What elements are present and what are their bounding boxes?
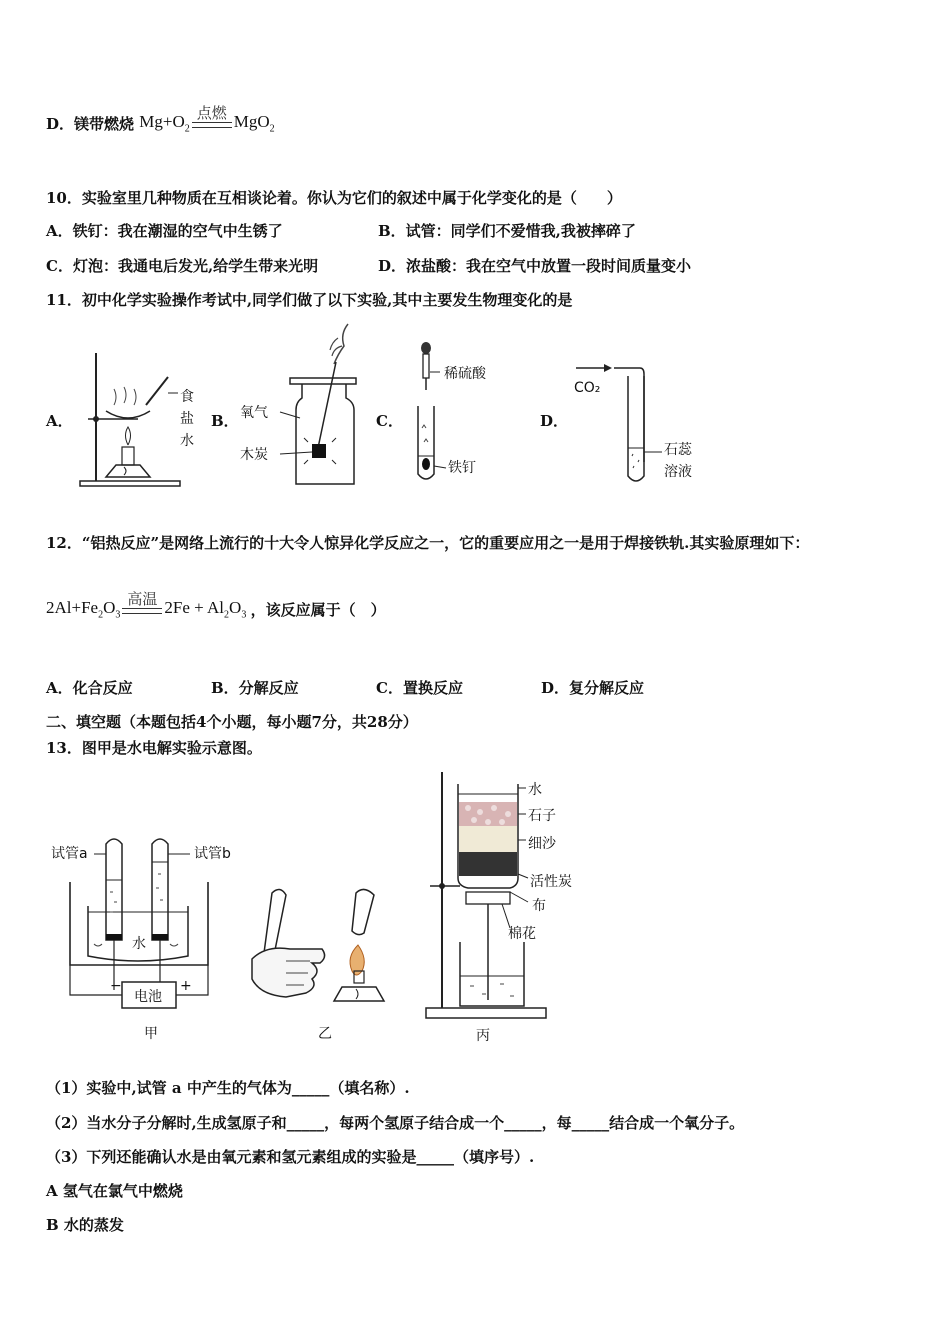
q11-figure-b-charcoal-in-oxygen [238, 318, 368, 490]
q13-jia-label-battery: 电池 [134, 989, 162, 1005]
q11-fig-d-label-litmus: 石蕊 [664, 442, 692, 458]
q11-stem: 11．初中化学实验操作考试中,同学们做了以下实验,其中主要发生物理变化的是 [46, 291, 573, 309]
q9-option-d [46, 106, 275, 134]
q11-fig-b-label-charcoal: 木炭 [240, 447, 268, 463]
q13-bing-label-water: 水 [528, 782, 542, 798]
q13-jia-label-plus: + [180, 978, 192, 994]
q13-figure-yi-gas-test [246, 875, 406, 1045]
q13-jia-label-minus: − [110, 978, 122, 994]
q13-jia-label-tube-a: 试管a [51, 846, 88, 862]
q13-bing-label-sand: 细沙 [528, 836, 556, 852]
q13-bing-label-charcoal: 活性炭 [530, 874, 572, 890]
q12-equation: $2Al+Fe_2O_3$ 高温 $2Fe + Al_2O_3$ [46, 592, 247, 620]
q12-stem: 12．“铝热反应”是网络上流行的十大令人惊异化学反应之一，它的重要应用之一是用于焊接铁轨.其实验原理如下： [46, 534, 810, 552]
q11-fig-a-label-2: 盐 [180, 411, 194, 427]
q12-option-d: D．复分解反应 [541, 679, 645, 697]
q13-subquestion-3: （3）下列还能确认水是由氧元素和氢元素组成的实验是_____（填序号）. [46, 1148, 535, 1166]
q13-figure-bing-water-filter [420, 768, 600, 1048]
q11-figure-d-co2-litmus [570, 362, 710, 488]
q9-option-d-label: D．镁带燃烧 [46, 115, 135, 133]
q11-option-a-letter: A． [46, 412, 73, 430]
q13-jia-caption: 甲 [144, 1026, 158, 1042]
q13-jia-label-tube-b: 试管b [194, 846, 231, 862]
q11-fig-d-label-co2: CO₂ [574, 380, 601, 396]
q13-yi-caption: 乙 [318, 1026, 332, 1042]
q11-figure-c-iron-nail-acid [410, 338, 510, 486]
q12-reaction-condition: 高温 [122, 592, 162, 620]
q13-bing-caption: 丙 [476, 1028, 490, 1044]
q13-bing-label-cloth: 布 [532, 898, 546, 914]
q10-option-d: D．浓盐酸：我在空气中放置一段时间质量变小 [378, 257, 692, 275]
q11-figure-a-evaporation [76, 345, 206, 490]
q13-stem: 13．图甲是水电解实验示意图。 [46, 739, 262, 757]
q9-equation: $Mg+O_2$ 点燃 MgO$_2$ [139, 106, 275, 134]
q11-option-b-letter: B． [211, 412, 239, 430]
q13-figure-jia-electrolysis [48, 830, 248, 1045]
q10-option-b: B．试管：同学们不爱惜我,我被摔碎了 [378, 222, 636, 240]
q11-option-c-letter: C． [376, 412, 403, 430]
q11-fig-a-label-1: 食 [180, 389, 194, 405]
q11-fig-b-label-oxygen: 氧气 [240, 405, 268, 421]
q12-option-b: B．分解反应 [211, 679, 299, 697]
q12-equation-line [46, 592, 386, 620]
q12-equation-tail: ，该反应属于（ ） [250, 601, 386, 619]
q13-subquestion-2: （2）当水分子分解时,生成氢原子和_____，每两个氢原子结合成一个_____，每_____结合成一个氧分子。 [46, 1114, 745, 1132]
q9-reaction-condition: 点燃 [192, 106, 232, 134]
q11-fig-c-label-nail: 铁钉 [448, 460, 476, 476]
q11-fig-c-label-acid: 稀硫酸 [444, 366, 486, 382]
q13-subquestion-1: （1）实验中,试管 a 中产生的气体为_____（填名称）. [46, 1079, 410, 1097]
q10-option-a: A．铁钉：我在潮湿的空气中生锈了 [46, 222, 283, 240]
q13-jia-label-water: 水 [132, 936, 146, 952]
q11-option-d-letter: D． [540, 412, 569, 430]
q11-fig-d-label-solution: 溶液 [664, 464, 692, 480]
q13-bing-label-cotton: 棉花 [508, 926, 536, 942]
q13-bing-label-stones: 石子 [528, 808, 556, 824]
q12-option-a: A．化合反应 [46, 679, 133, 697]
q13-choice-b: B 水的蒸发 [46, 1216, 124, 1234]
section2-title: 二、填空题（本题包括4个小题，每小题7分，共28分） [46, 713, 418, 731]
q10-option-c: C．灯泡：我通电后发光,给学生带来光明 [46, 257, 319, 275]
q11-fig-a-label-3: 水 [180, 433, 194, 449]
q12-option-c: C．置换反应 [376, 679, 463, 697]
q10-stem: 10．实验室里几种物质在互相谈论着。你认为它们的叙述中属于化学变化的是（ ） [46, 189, 622, 207]
q13-choice-a: A 氢气在氯气中燃烧 [46, 1182, 183, 1200]
